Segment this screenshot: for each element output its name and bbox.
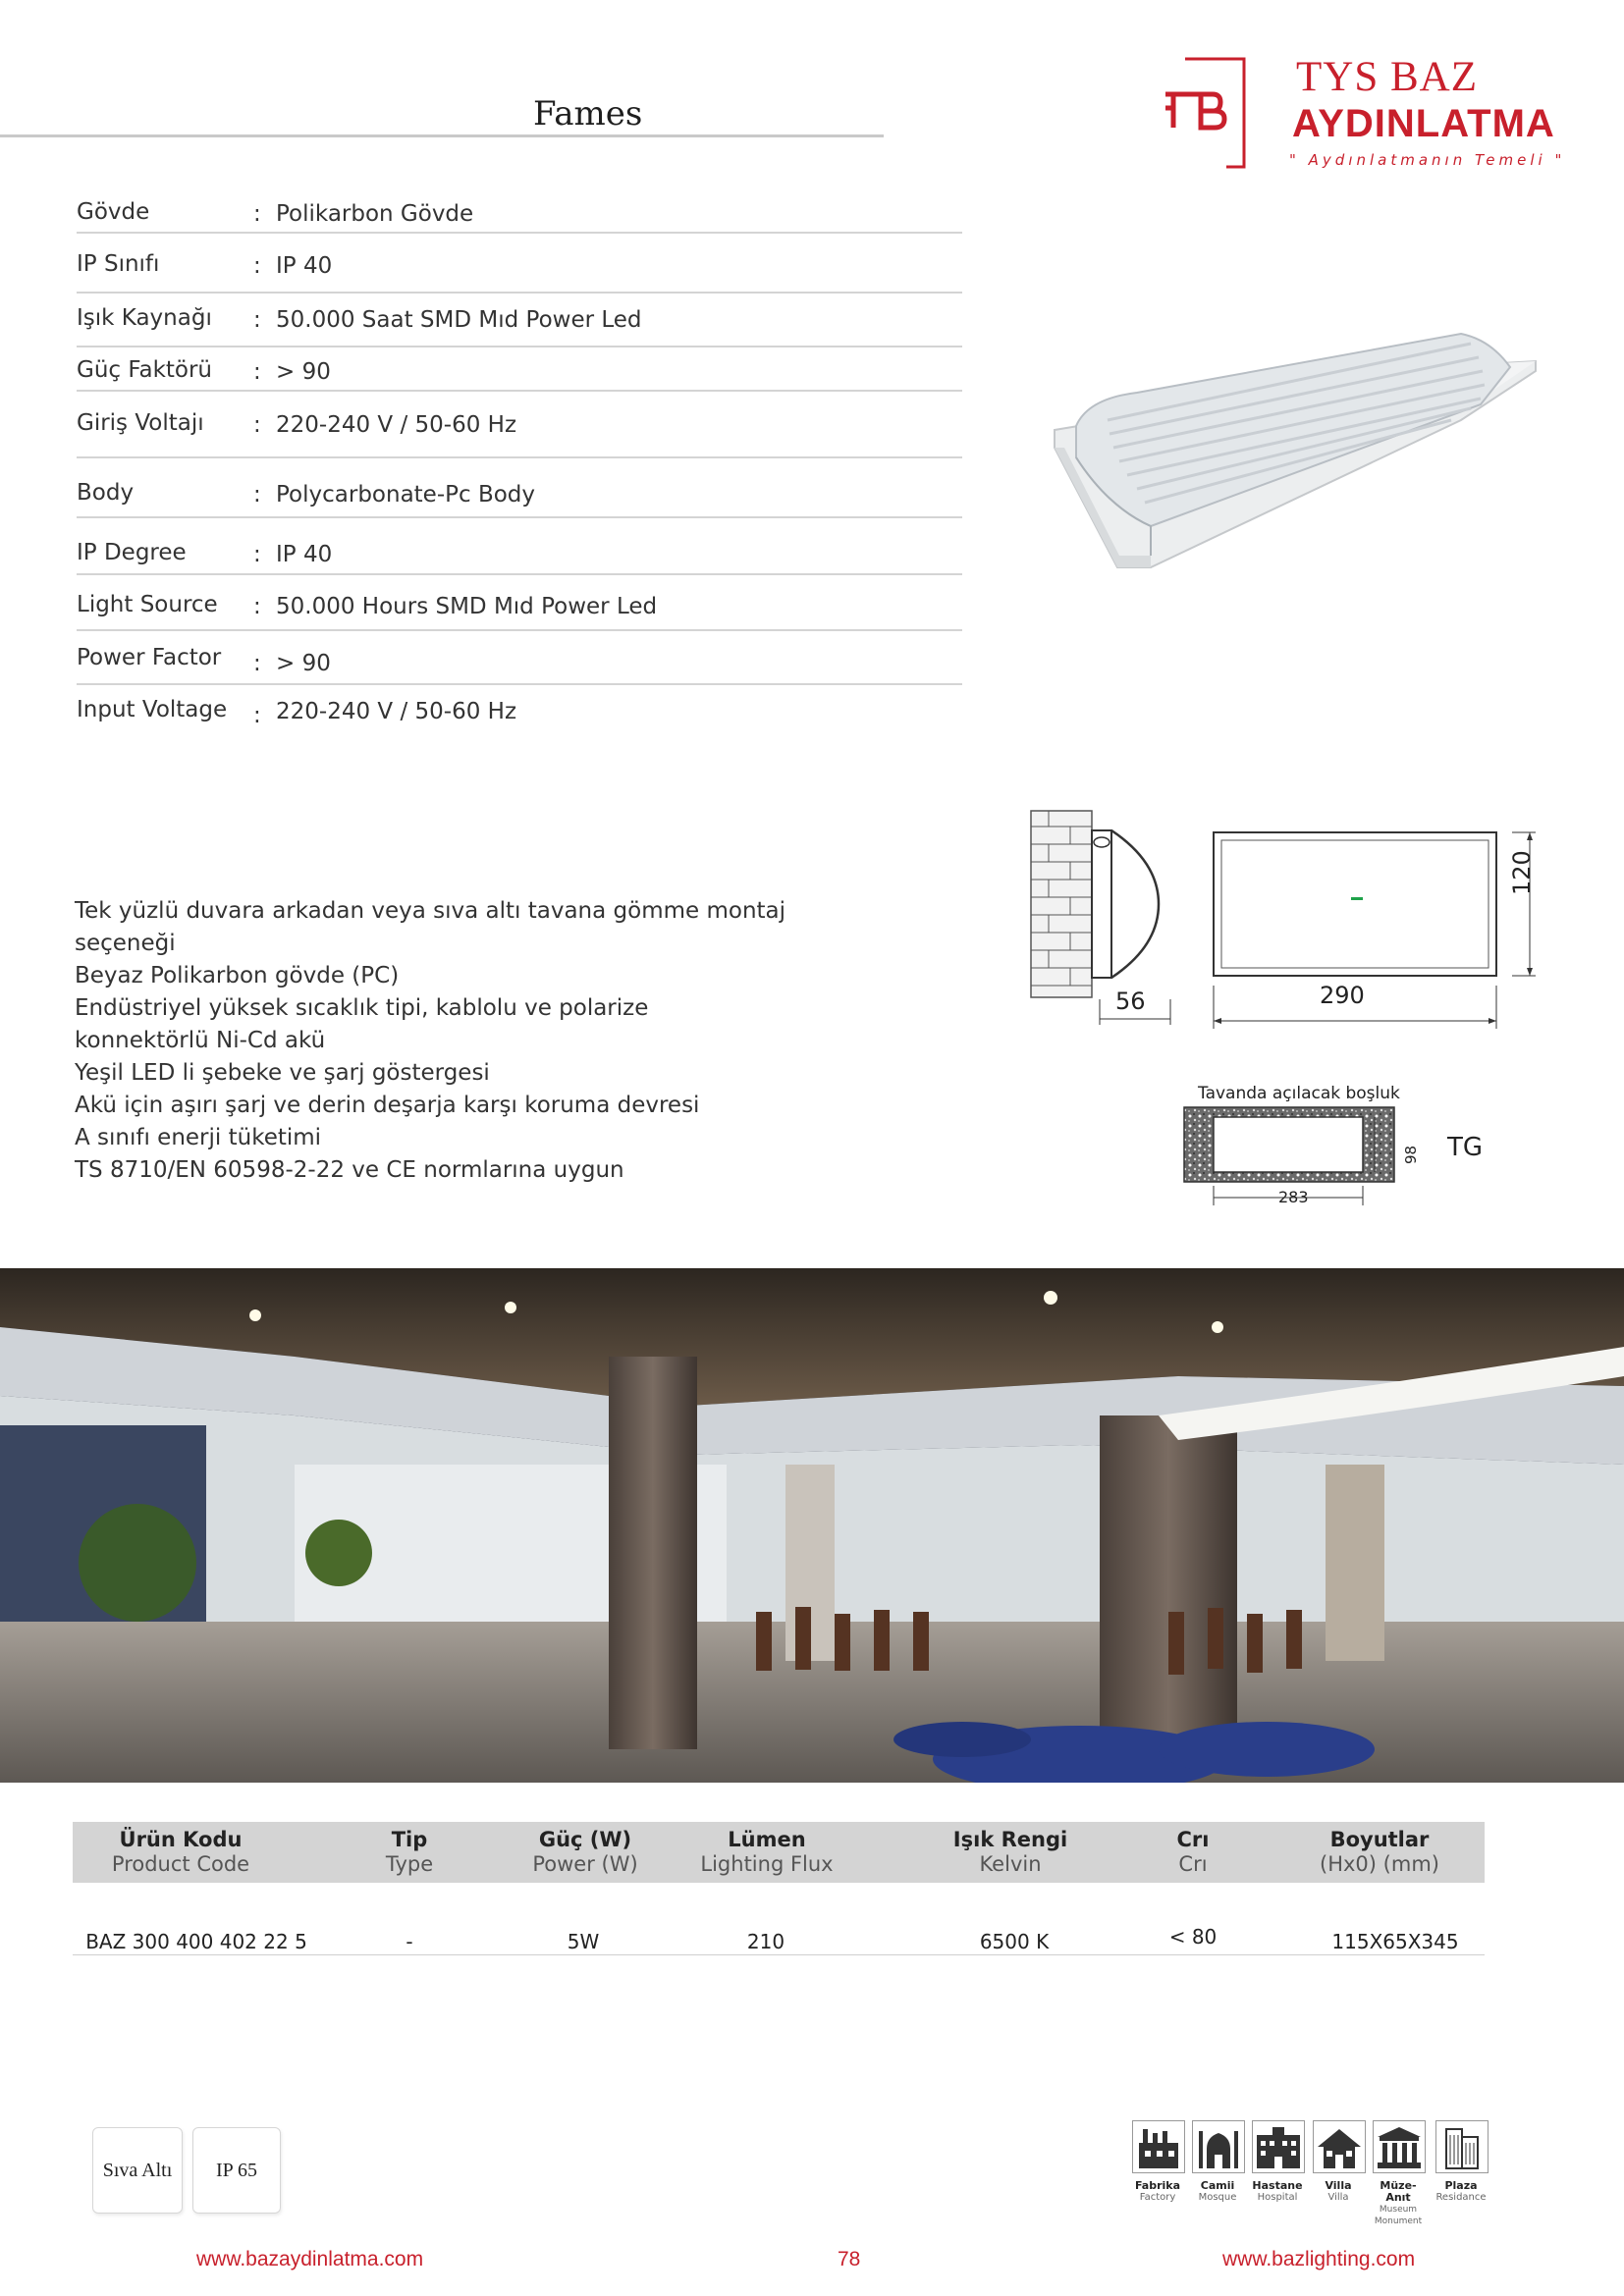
spec-label: Power Factor	[77, 645, 222, 670]
app-label: Hastane	[1252, 2179, 1303, 2192]
cutout-width: 283	[1278, 1188, 1309, 1206]
spec-divider	[77, 573, 962, 575]
feature-item: TS 8710/EN 60598-2-22 ve CE normlarına uygun	[75, 1157, 624, 1183]
spec-value: Polikarbon Gövde	[276, 201, 474, 227]
mosque-icon	[1192, 2120, 1243, 2204]
spec-divider	[77, 683, 962, 685]
spec-row	[77, 645, 960, 684]
dimension-drawing	[1021, 803, 1571, 1039]
table-cell: -	[406, 1930, 413, 1953]
spec-colon: :	[253, 703, 261, 728]
cutout-title: Tavanda açılacak boşluk	[1198, 1084, 1400, 1103]
title-divider	[0, 134, 884, 137]
spec-label: IP Sınıfı	[77, 251, 160, 277]
footer-link-en[interactable]: www.bazlighting.com	[1222, 2248, 1416, 2270]
spec-label: Giriş Voltajı	[77, 410, 204, 436]
app-label: Villa	[1325, 2179, 1352, 2192]
brand-line2: AYDINLATMA	[1292, 102, 1555, 145]
spec-colon: :	[253, 594, 261, 619]
spec-value: IP 40	[276, 542, 333, 567]
table-cell: < 80	[1168, 1925, 1218, 1949]
museum-icon	[1373, 2120, 1424, 2227]
plaza-icon	[1435, 2120, 1487, 2204]
hospital-icon	[1252, 2120, 1303, 2204]
badge-mount: Sıva Altı	[92, 2127, 183, 2214]
table-header-cell	[700, 1828, 833, 1877]
spec-value: IP 40	[276, 253, 333, 279]
app-label: Plaza	[1444, 2179, 1478, 2192]
spec-colon: :	[253, 651, 261, 676]
spec-row	[77, 592, 960, 631]
header-en: Power (W)	[532, 1852, 638, 1876]
spec-colon: :	[253, 482, 261, 507]
feature-item: Tek yüzlü duvara arkadan veya sıva altı tavana gömme montaj	[75, 898, 786, 924]
header-tr: Tip	[391, 1828, 428, 1851]
table-cell: 210	[746, 1930, 785, 1953]
spec-label: Işık Kaynağı	[77, 305, 212, 331]
header-tr: Boyutlar	[1329, 1828, 1430, 1851]
spec-divider	[77, 456, 962, 458]
table-header-cell	[532, 1828, 637, 1877]
feature-item: Yeşil LED li şebeke ve şarj göstergesi	[75, 1060, 490, 1086]
dim-width: 290	[1320, 982, 1365, 1009]
header-en: Product Code	[111, 1852, 250, 1876]
spec-label: Gövde	[77, 199, 150, 225]
spec-value: > 90	[276, 651, 331, 676]
spec-label: Body	[77, 480, 135, 506]
feature-item: konnektörlü Ni-Cd akü	[75, 1028, 326, 1053]
feature-item: Beyaz Polikarbon gövde (PC)	[75, 963, 400, 988]
spec-colon: :	[253, 253, 261, 279]
table-cell: 5W	[567, 1930, 600, 1953]
app-label-en: Museum Monument	[1374, 2205, 1423, 2226]
table-row-divider	[73, 1954, 1485, 1955]
feature-item: A sınıfı enerji tüketimi	[75, 1125, 322, 1150]
footer-link-tr[interactable]: www.bazaydinlatma.com	[196, 2248, 424, 2270]
header-en: Kelvin	[979, 1852, 1042, 1876]
spec-row	[77, 697, 960, 736]
feature-item: Akü için aşırı şarj ve derin deşarja karşı koruma devresi	[75, 1093, 700, 1118]
spec-divider	[77, 516, 962, 518]
spec-label: Input Voltage	[77, 697, 228, 722]
table-cell: 6500 K	[979, 1930, 1050, 1953]
feature-list	[75, 895, 785, 1187]
spec-value: > 90	[276, 359, 331, 385]
spec-row	[77, 251, 960, 291]
brand-slogan: " Aydınlatmanın Temeli "	[1289, 151, 1566, 169]
header-en: (Hx0) (mm)	[1320, 1852, 1439, 1876]
header-tr: Güç (W)	[538, 1828, 632, 1851]
spec-value: 50.000 Saat SMD Mıd Power Led	[276, 307, 642, 333]
spec-value: 220-240 V / 50-60 Hz	[276, 412, 517, 438]
app-label-en: Villa	[1327, 2192, 1349, 2203]
table-cell: 115X65X345	[1331, 1930, 1459, 1953]
app-label-en: Residance	[1435, 2192, 1487, 2203]
spec-label: IP Degree	[77, 540, 187, 565]
app-label: Camii	[1200, 2179, 1235, 2192]
table-header-cell	[1320, 1828, 1439, 1877]
feature-item: Endüstriyel yüksek sıcaklık tipi, kablolu ve polarize	[75, 995, 649, 1021]
app-label-en: Hospital	[1257, 2192, 1298, 2203]
lobby-photo	[0, 1268, 1624, 1783]
spec-divider	[77, 390, 962, 392]
spec-divider	[77, 346, 962, 347]
factory-icon	[1132, 2120, 1183, 2204]
table-header-cell	[112, 1828, 249, 1877]
spec-colon: :	[253, 542, 261, 567]
page-title: Fames	[533, 94, 643, 133]
app-label: Müze-Anıt	[1380, 2179, 1417, 2204]
spec-row	[77, 410, 960, 450]
spec-colon: :	[253, 201, 261, 227]
table-header-cell	[953, 1828, 1067, 1877]
dim-depth: 56	[1115, 988, 1146, 1015]
spec-colon: :	[253, 359, 261, 385]
green-led-icon	[1351, 897, 1363, 900]
header-en: Type	[385, 1852, 434, 1876]
header-tr: Lümen	[728, 1828, 806, 1851]
spec-label: Light Source	[77, 592, 218, 617]
table-header-cell	[1177, 1828, 1210, 1877]
spec-colon: :	[253, 307, 261, 333]
spec-divider	[77, 629, 962, 631]
spec-label: Güç Faktörü	[77, 357, 213, 383]
spec-divider	[77, 232, 962, 234]
cutout-tag: TG	[1447, 1133, 1484, 1162]
spec-row	[77, 305, 960, 345]
cutout-height: 98	[1402, 1145, 1420, 1164]
app-label-en: Mosque	[1198, 2192, 1237, 2203]
header-en: Crı	[1178, 1852, 1208, 1876]
page-number: 78	[838, 2248, 861, 2270]
spec-divider	[77, 292, 962, 294]
spec-value: Polycarbonate-Pc Body	[276, 482, 536, 507]
app-label: Fabrika	[1134, 2179, 1181, 2192]
spec-row	[77, 480, 960, 519]
villa-icon	[1313, 2120, 1364, 2204]
header-tr: Crı	[1176, 1828, 1210, 1851]
spec-colon: :	[253, 412, 261, 438]
header-en: Lighting Flux	[700, 1852, 834, 1876]
header-tr: Işık Rengi	[952, 1828, 1068, 1851]
spec-value: 50.000 Hours SMD Mıd Power Led	[276, 594, 658, 619]
app-label-en: Factory	[1139, 2192, 1176, 2203]
feature-item: seçeneği	[75, 931, 176, 956]
brand-line1: TYS BAZ	[1296, 54, 1478, 100]
spec-value: 220-240 V / 50-60 Hz	[276, 699, 517, 724]
dim-height: 120	[1508, 850, 1536, 895]
tb-logo-icon	[1164, 57, 1252, 169]
table-cell: BAZ 300 400 402 22 5	[85, 1930, 307, 1953]
table-header-cell	[386, 1828, 433, 1877]
product-photo	[1049, 310, 1540, 575]
header-tr: Ürün Kodu	[119, 1828, 243, 1851]
badge-ip: IP 65	[192, 2127, 281, 2214]
